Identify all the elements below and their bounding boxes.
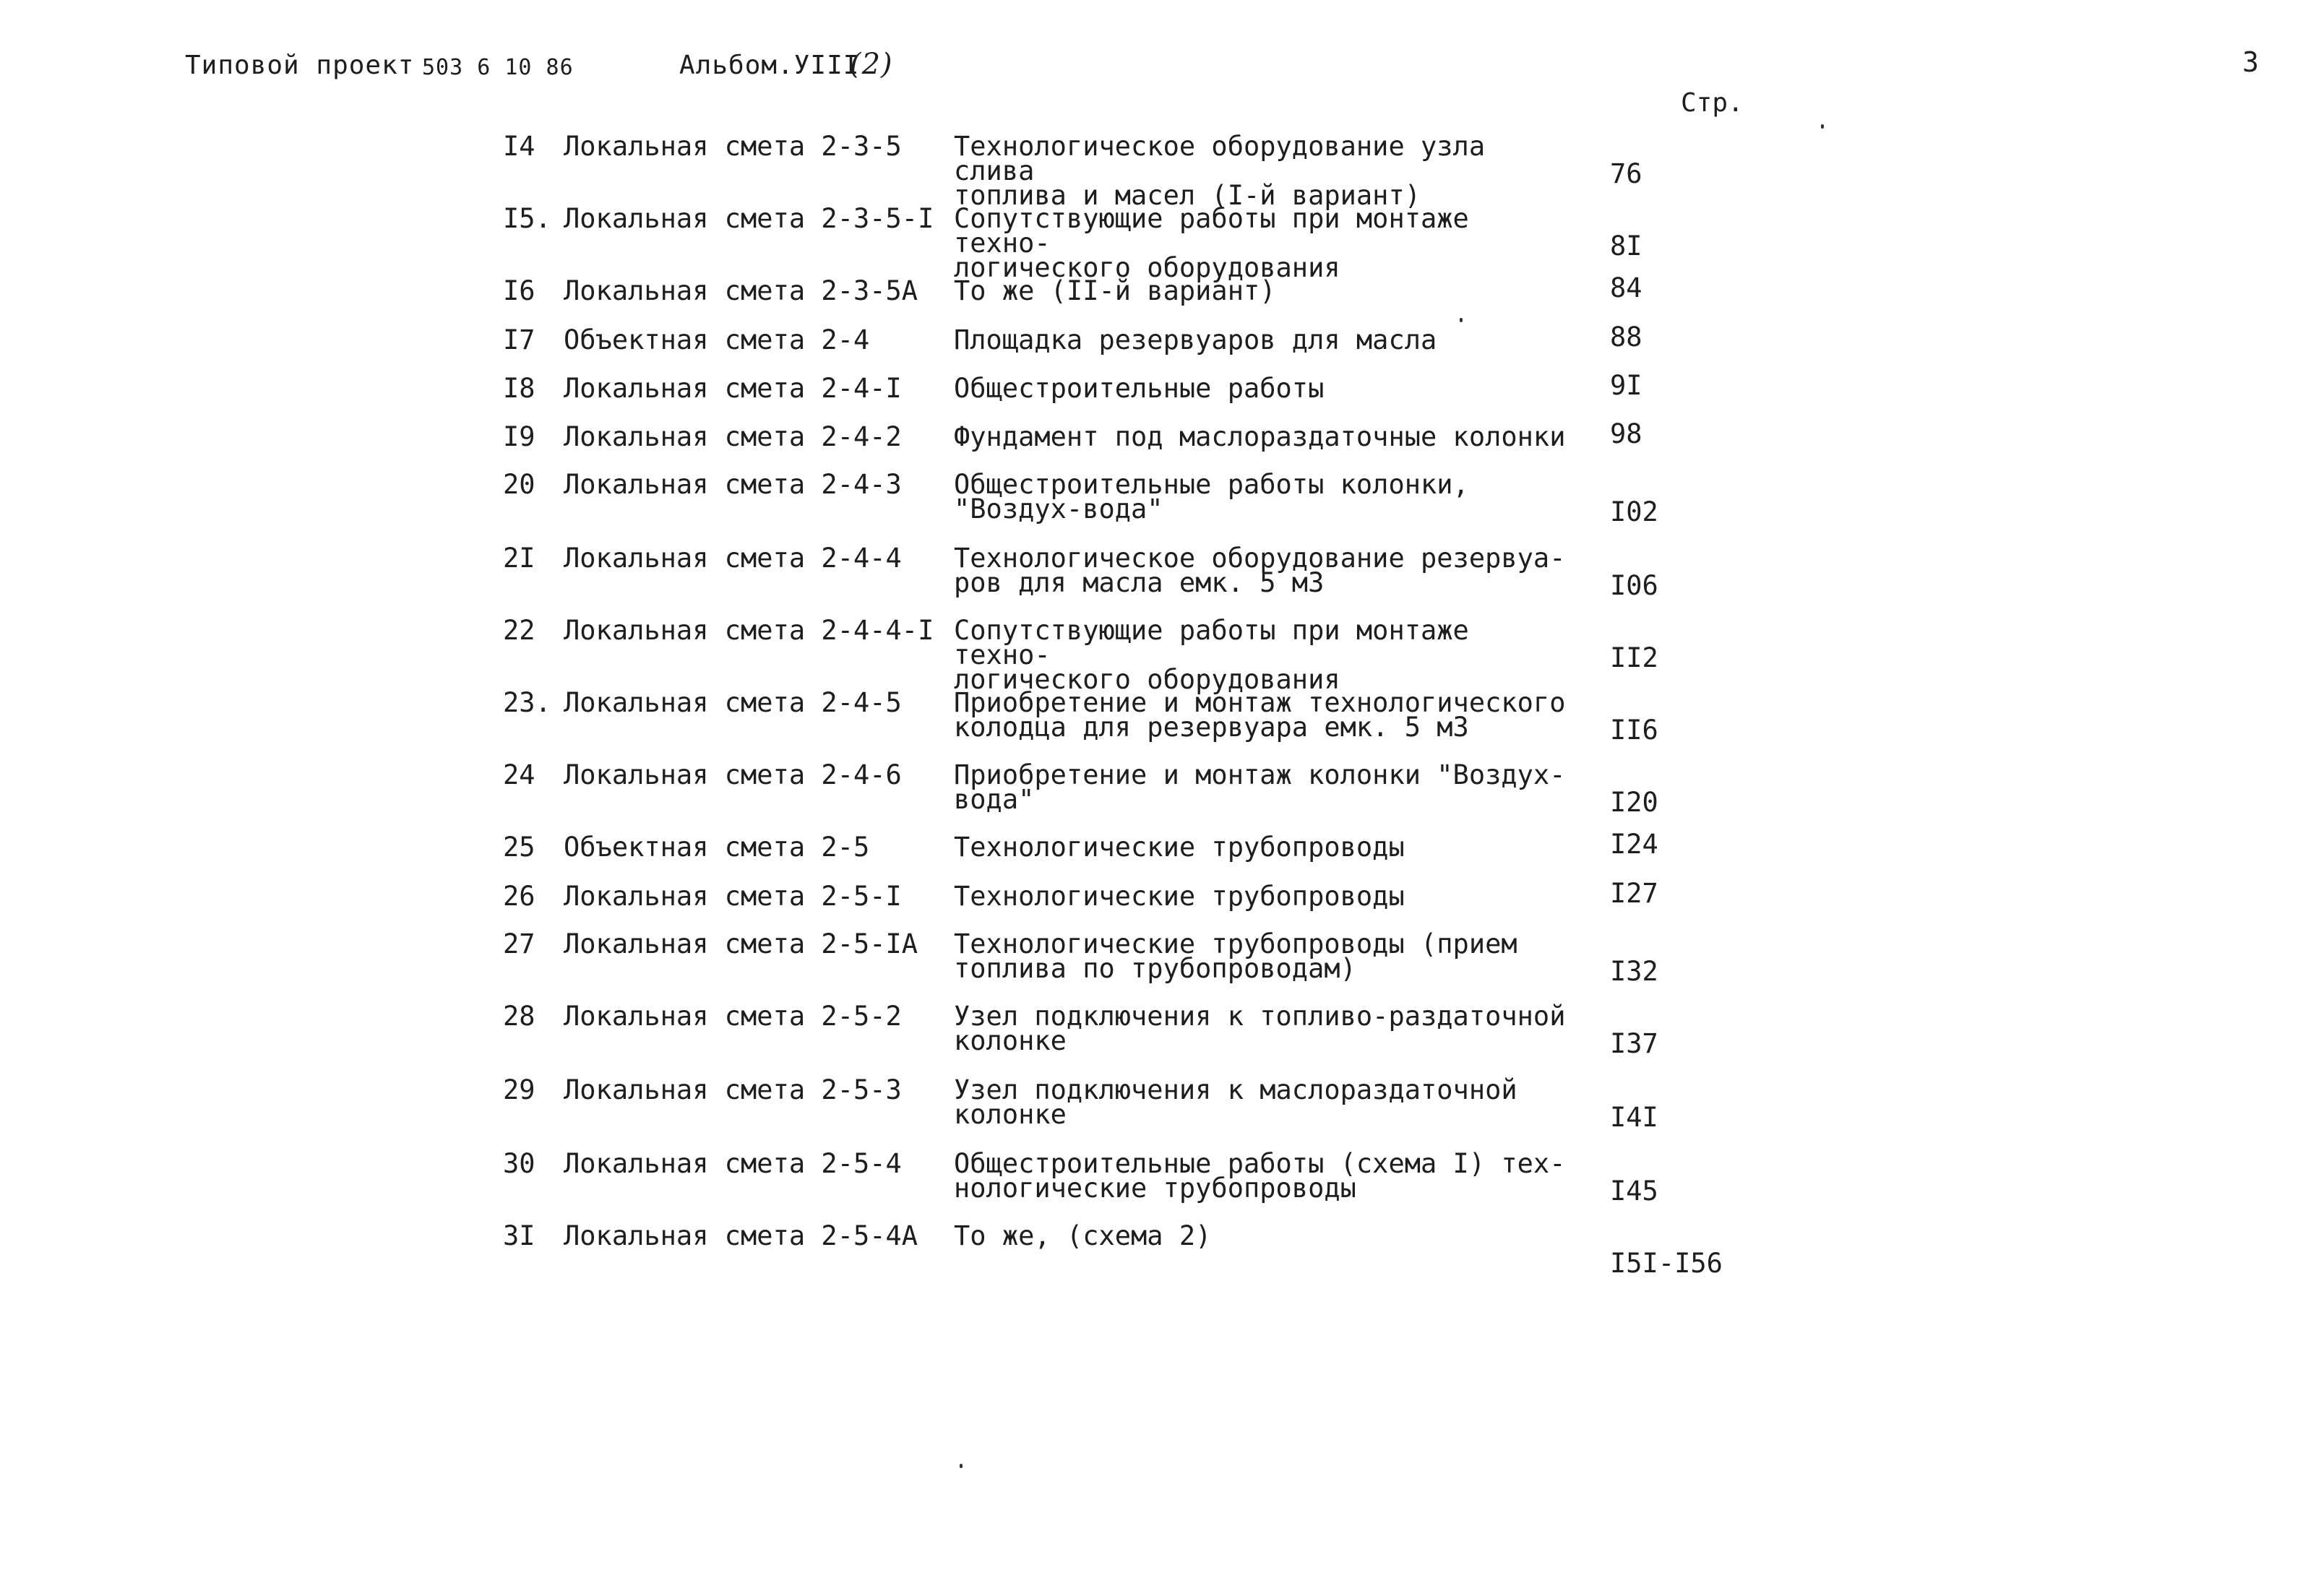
toc-row-number: 2I	[503, 543, 535, 574]
toc-row	[503, 1074, 1658, 1133]
toc-row	[503, 545, 1658, 600]
toc-row-number: I5.	[503, 203, 551, 234]
toc-row-document: Локальная смета 2-5-4	[564, 1148, 902, 1179]
toc-row-document: Локальная смета 2-3-5А	[564, 275, 918, 306]
toc-row-description: Приобретение и монтаж технологического колодца для резервуара емк. 5 м3	[954, 687, 1566, 743]
toc-row-document: Локальная смета 2-3-5-I	[564, 203, 934, 234]
toc-row-description: Узел подключения к топливо-раздаточной колонке	[954, 1001, 1566, 1056]
toc-row-description: Приобретение и монтаж колонки "Воздух- вода"	[954, 759, 1566, 815]
toc-row-page: I45	[1610, 1176, 1658, 1207]
toc-row-description: Общестроительные работы (схема I) тех- нологические трубопроводы	[954, 1148, 1566, 1204]
toc-row-document: Локальная смета 2-4-2	[564, 421, 902, 452]
toc-row-page: II2	[1610, 642, 1658, 673]
toc-row	[503, 471, 1658, 526]
toc-row	[503, 1003, 1658, 1058]
toc-row-number: I6	[503, 275, 535, 306]
toc-row-page: II6	[1610, 715, 1658, 746]
scan-speck	[1460, 318, 1463, 322]
toc-row-page: I06	[1610, 570, 1658, 601]
toc-row-number: 23.	[503, 687, 551, 718]
scan-speck	[960, 1464, 963, 1468]
toc-row	[503, 272, 1642, 306]
toc-row-description: Технологические трубопроводы (прием топлива по трубопроводам)	[954, 928, 1517, 984]
toc-row-page: I02	[1610, 496, 1658, 527]
toc-row	[503, 370, 1642, 404]
toc-row-description: То же, (схема 2)	[954, 1220, 1212, 1251]
toc-row-page: 9I	[1610, 370, 1642, 401]
toc-row-page: 98	[1610, 418, 1642, 449]
toc-row	[503, 829, 1658, 863]
toc-row-number: 20	[503, 469, 535, 500]
toc-row-description: Технологические трубопроводы	[954, 881, 1405, 912]
toc-row-page: I20	[1610, 787, 1658, 818]
toc-row-page: I5I-I56	[1610, 1248, 1723, 1279]
toc-row	[503, 131, 1642, 211]
toc-row-number: 22	[503, 615, 535, 646]
toc-row	[503, 322, 1642, 355]
toc-row-page: 88	[1610, 322, 1642, 353]
toc-row	[503, 203, 1642, 283]
toc-row-description: Технологическое оборудование узла слива топлива и масел (I-й вариант)	[954, 131, 1486, 211]
toc-row-document: Локальная смета 2-5-IА	[564, 928, 918, 959]
toc-row-number: 25	[503, 832, 535, 863]
toc-row-page: I32	[1610, 956, 1658, 987]
toc-row-document: Локальная смета 2-4-4-I	[564, 615, 934, 646]
album-label: Альбом.УIII	[679, 51, 860, 80]
toc-row-page: 8I	[1610, 230, 1642, 262]
toc-row-page: I4I	[1610, 1102, 1658, 1133]
page-number: 3	[2242, 46, 2259, 78]
toc-row	[503, 615, 1658, 695]
toc-row-page: 84	[1610, 272, 1642, 303]
project-label: Типовой проект	[185, 51, 415, 80]
toc-row	[503, 878, 1658, 912]
toc-row-document: Локальная смета 2-3-5	[564, 131, 902, 162]
toc-row-number: 28	[503, 1001, 535, 1032]
toc-row-description: Сопутствующие работы при монтаже техно- логического оборудования	[954, 203, 1469, 283]
toc-row-document: Объектная смета 2-4	[564, 324, 870, 355]
toc-row	[503, 1222, 1723, 1277]
toc-row-page: I37	[1610, 1028, 1658, 1059]
toc-row-document: Локальная смета 2-5-3	[564, 1074, 902, 1105]
toc-row-document: Локальная смета 2-4-3	[564, 469, 902, 500]
toc-row-number: 29	[503, 1074, 535, 1105]
toc-row-number: 24	[503, 759, 535, 790]
toc-row	[503, 689, 1658, 744]
toc-row-number: I8	[503, 373, 535, 404]
toc-row-number: I9	[503, 421, 535, 452]
toc-row-document: Локальная смета 2-4-4	[564, 543, 902, 574]
toc-row-description: То же (II-й вариант)	[954, 275, 1276, 306]
toc-row-document: Локальная смета 2-5-I	[564, 881, 902, 912]
toc-row-number: I7	[503, 324, 535, 355]
toc-row	[503, 928, 1658, 987]
toc-row-document: Локальная смета 2-5-2	[564, 1001, 902, 1032]
page-column-header: Стр.	[1681, 88, 1744, 118]
toc-row	[503, 418, 1642, 452]
toc-row-description: Технологические трубопроводы	[954, 832, 1405, 863]
toc-row	[503, 1150, 1658, 1205]
toc-row-number: 26	[503, 881, 535, 912]
toc-row-number: I4	[503, 131, 535, 162]
toc-row-description: Технологическое оборудование резервуа- ров для масла емк. 5 м3	[954, 543, 1566, 598]
toc-row-description: Фундамент под маслораздаточные колонки	[954, 421, 1566, 452]
toc-row-page: I24	[1610, 829, 1658, 860]
project-number: 503 6 10 86	[422, 55, 574, 80]
scan-speck	[1821, 124, 1824, 129]
toc-row-number: 27	[503, 928, 535, 959]
toc-row-page: I27	[1610, 878, 1658, 909]
toc-row-page: 76	[1610, 158, 1642, 189]
toc-row-number: 3I	[503, 1220, 535, 1251]
toc-row-document: Локальная смета 2-4-6	[564, 759, 902, 790]
toc-row	[503, 759, 1658, 818]
toc-row-document: Локальная смета 2-4-I	[564, 373, 902, 404]
toc-row-description: Сопутствующие работы при монтаже техно- логического оборудования	[954, 615, 1469, 695]
toc-row-document: Объектная смета 2-5	[564, 832, 870, 863]
toc-row-document: Локальная смета 2-4-5	[564, 687, 902, 718]
toc-row-number: 30	[503, 1148, 535, 1179]
toc-row-document: Локальная смета 2-5-4А	[564, 1220, 918, 1251]
toc-row-description: Общестроительные работы	[954, 373, 1325, 404]
toc-row-description: Общестроительные работы колонки, "Воздух-вода"	[954, 469, 1469, 525]
toc-row-description: Площадка резервуаров для масла	[954, 324, 1437, 355]
album-part: (2)	[850, 48, 893, 81]
toc-row-description: Узел подключения к маслораздаточной колонке	[954, 1074, 1517, 1130]
